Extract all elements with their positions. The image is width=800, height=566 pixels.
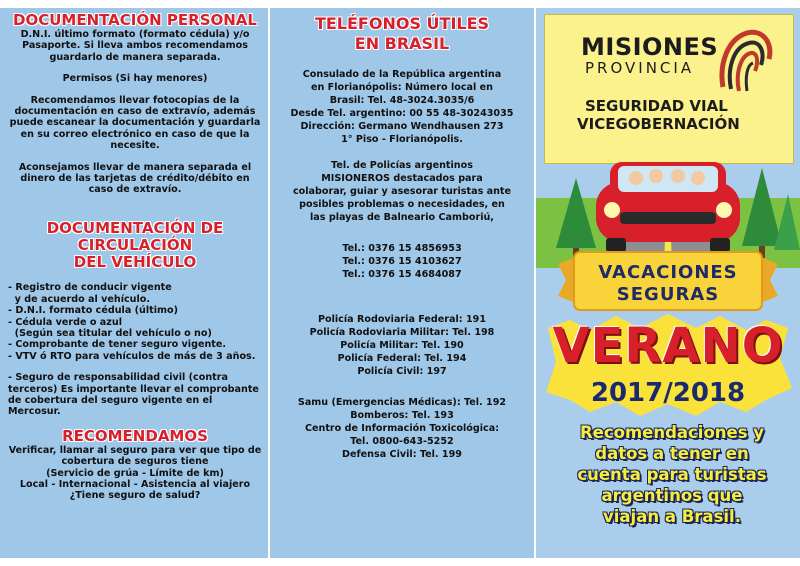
text-permisos: Permisos (Si hay menores) [62, 73, 208, 85]
heading-recomendamos: RECOMENDAMOS [62, 426, 208, 445]
heading-telefonos-line2: EN BRASIL [354, 34, 450, 53]
policia-line: Policía Rodoviaria Militar: Tel. 198 [309, 327, 495, 338]
consulado-line: en Florianópolis: Número local en [311, 82, 493, 93]
text-recomendamos [8, 445, 262, 502]
policia-line: Policía Federal: Tel. 194 [337, 353, 467, 364]
heading-circulacion-line2: DEL VEHÍCULO [73, 252, 197, 271]
list-item: - Comprobante de tener seguro vigente. [8, 339, 227, 351]
list-item: - Cédula verde o azul [8, 316, 122, 328]
text-dinero: Aconsejamos llevar de manera separada el dinero de las tarjetas de crédito/débito en caso de extravío. [18, 161, 252, 196]
policias-line: posibles problemas o necesidades, en [299, 199, 505, 210]
emergencia-line: Tel. 0800-643-5252 [350, 436, 454, 447]
phone-line: Tel.: 0376 15 4103627 [342, 256, 462, 267]
list-item: - D.N.I. formato cédula (último) [8, 305, 178, 317]
list-item: (Según sea titular del vehículo o no) [8, 327, 212, 339]
phone-line: Tel.: 0376 15 4684087 [342, 269, 462, 280]
list-item: - VTV ó RTO para vehículos de más de 3 años. [8, 350, 256, 362]
banner-seguras: SEGURAS [616, 284, 720, 305]
reco-line: (Servicio de grúa - Límite de km) [46, 467, 224, 479]
emergencia-line: Centro de Información Toxicológica: [304, 423, 500, 434]
heading-telefonos-line1: TELÉFONOS ÚTILES [314, 14, 490, 33]
heading-circulacion-line1: DOCUMENTACIÓN DE CIRCULACIÓN [46, 218, 224, 254]
title-verano: VERANO [552, 318, 784, 374]
cover-recommendations [558, 422, 786, 527]
reco-line: Verificar, llamar al seguro para ver que tipo de [8, 444, 262, 456]
block-telefonos [276, 242, 528, 281]
panel-telefonos [270, 8, 534, 558]
block-emergencias [276, 396, 528, 461]
list-item: y de acuerdo al vehículo. [8, 293, 151, 305]
emergencia-line: Defensa Civil: Tel. 199 [342, 449, 462, 460]
heading-telefonos [276, 14, 528, 54]
fingerprint-logo-icon [713, 25, 777, 95]
reco-line: Local - Internacional - Asistencia al viajero [19, 478, 251, 490]
policia-line: Policía Civil: 197 [357, 366, 447, 377]
list-circulacion [8, 271, 262, 362]
policia-line: Policía Militar: Tel. 190 [340, 340, 464, 351]
cover-reco-line: datos a tener en [595, 444, 749, 463]
brand-seguridad-vial: SEGURIDAD VIAL [585, 97, 728, 115]
block-policias-misioneros [276, 159, 528, 224]
consulado-line: Dirección: Germano Wendhausen 273 [300, 121, 504, 132]
text-dni: D.N.I. último formato (formato cédula) y/o Pasaporte. Si lleva ambos recomendamos guardarlo de manera separada. [20, 29, 250, 63]
block-policia-brasil [276, 313, 528, 378]
reco-line: cobertura de seguros tiene [61, 456, 209, 468]
block-consulado [276, 68, 528, 146]
consulado-line: Desde Tel. argentino: 00 55 48-30243035 [290, 108, 514, 119]
heading-documentacion-personal: DOCUMENTACIÓN PERSONAL [13, 11, 257, 29]
policia-line: Policía Rodoviaria Federal: 191 [317, 314, 487, 325]
cover-reco-line: Recomendaciones y [579, 423, 765, 442]
brand-provincia: PROVINCIA [585, 59, 695, 77]
policias-line: MISIONEROS destacados para [321, 173, 483, 184]
policias-line: las playas de Balneario Camboriú, [310, 212, 494, 223]
text-seguro: - Seguro de responsabilidad civil (contra terceros) Es importante llevar el comprobante de cobertura del seguro vigente en el Mercosur. [8, 372, 259, 418]
reco-line: ¿Tiene seguro de salud? [69, 490, 201, 502]
emergencia-line: Bomberos: Tel. 193 [350, 410, 454, 421]
phone-line: Tel.: 0376 15 4856953 [342, 243, 462, 254]
panel-portada [536, 8, 800, 558]
title-year: 2017/2018 [590, 378, 746, 408]
banner-vacaciones: VACACIONES [598, 262, 738, 283]
emergencia-line: Samu (Emergencias Médicas): Tel. 192 [297, 397, 507, 408]
list-item: - Registro de conducir vigente [8, 282, 172, 294]
cover-reco-line: viajan a Brasil. [603, 507, 741, 526]
cover-reco-line: cuenta para turistas [577, 465, 767, 484]
panel-documentacion [0, 8, 268, 558]
text-fotocopias: Recomendamos llevar fotocopias de la documentación en caso de extravío, además puede escanear la documentación y guardarla en su correo electrónico en caso de que la necesite. [9, 94, 261, 152]
policias-line: Tel. de Policías argentinos [331, 160, 473, 171]
cover-reco-line: argentinos que [601, 486, 743, 505]
brand-misiones: MISIONES [581, 33, 719, 61]
heading-documentacion-circulacion [8, 220, 262, 271]
policias-line: colaborar, guiar y asesorar turistas ante [292, 186, 512, 197]
consulado-line: Brasil: Tel. 48-3024.3035/6 [329, 95, 475, 106]
consulado-line: 1° Piso - Florianópolis. [341, 134, 463, 145]
consulado-line: Consulado de la República argentina [302, 69, 502, 80]
brand-vicegobernacion: VICEGOBERNACIÓN [577, 115, 740, 133]
